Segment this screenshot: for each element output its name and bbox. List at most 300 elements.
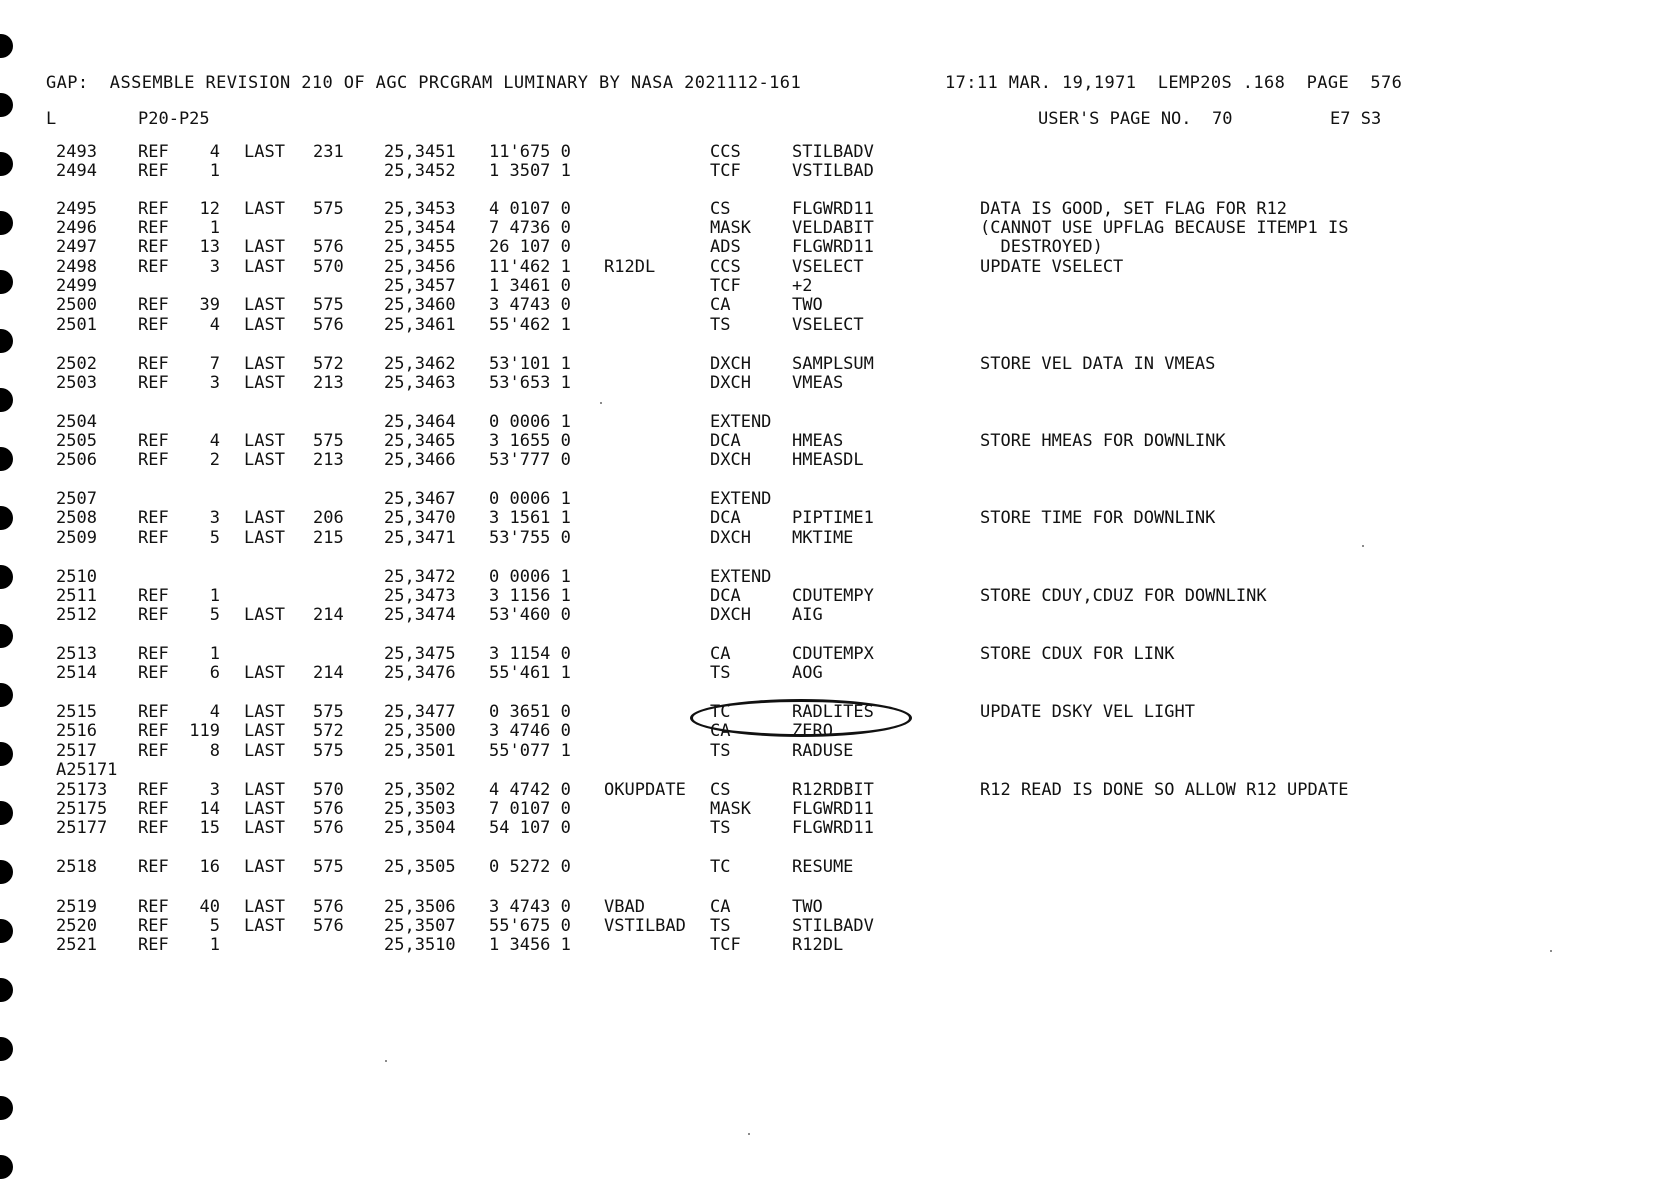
octal-code: 0 0006 1 <box>489 412 571 432</box>
ref-count: 119 <box>189 721 220 741</box>
last-page: 213 <box>313 373 344 393</box>
listing-row <box>0 219 1660 238</box>
ref-count: 4 <box>209 142 220 162</box>
listing-row <box>0 645 1660 664</box>
line-number: 2504 <box>56 412 97 432</box>
operand: FLGWRD11 <box>792 199 874 219</box>
listing-row <box>0 277 1660 296</box>
listing-row <box>0 238 1660 257</box>
octal-code: 53'460 0 <box>489 605 571 625</box>
opcode: DCA <box>710 431 741 451</box>
address: 25,3463 <box>384 373 456 393</box>
address: 25,3467 <box>384 489 456 509</box>
listing-row <box>0 858 1660 877</box>
address: 25,3457 <box>384 276 456 296</box>
opcode: CA <box>710 897 731 917</box>
ref-count: 1 <box>209 935 220 955</box>
octal-code: 3 4743 0 <box>489 897 571 917</box>
line-number: 2501 <box>56 315 97 335</box>
address: 25,3473 <box>384 586 456 606</box>
listing-row <box>0 258 1660 277</box>
line-number: 2507 <box>56 489 97 509</box>
line-number: 2512 <box>56 605 97 625</box>
listing-row <box>0 781 1660 800</box>
last-keyword: LAST <box>244 799 285 819</box>
line-number: 2499 <box>56 276 97 296</box>
operand: VSTILBAD <box>792 161 874 181</box>
last-page: 575 <box>313 702 344 722</box>
ref-keyword: REF <box>138 450 169 470</box>
octal-code: 3 4743 0 <box>489 295 571 315</box>
listing-row <box>0 509 1660 528</box>
ref-count: 3 <box>209 780 220 800</box>
comment: DATA IS GOOD, SET FLAG FOR R12 <box>980 199 1288 219</box>
line-number: 2495 <box>56 199 97 219</box>
line-number: 2509 <box>56 528 97 548</box>
user-page-number: USER'S PAGE NO. 70 <box>1038 109 1233 129</box>
opcode: DXCH <box>710 373 751 393</box>
punch-hole <box>0 34 13 58</box>
line-number: 2508 <box>56 508 97 528</box>
last-keyword: LAST <box>244 295 285 315</box>
operand: STILBADV <box>792 916 874 936</box>
last-keyword: LAST <box>244 431 285 451</box>
ref-count: 40 <box>199 897 220 917</box>
address: 25,3500 <box>384 721 456 741</box>
octal-code: 1 3456 1 <box>489 935 571 955</box>
operand: CDUTEMPX <box>792 644 874 664</box>
line-number: 2516 <box>56 721 97 741</box>
ref-keyword: REF <box>138 799 169 819</box>
line-number: 2511 <box>56 586 97 606</box>
line-number: 2519 <box>56 897 97 917</box>
comment: DESTROYED) <box>980 237 1103 257</box>
last-keyword: LAST <box>244 450 285 470</box>
line-number: 2502 <box>56 354 97 374</box>
octal-code: 0 3651 0 <box>489 702 571 722</box>
opcode: CCS <box>710 257 741 277</box>
last-page: 215 <box>313 528 344 548</box>
comment: STORE VEL DATA IN VMEAS <box>980 354 1216 374</box>
line-number: 2521 <box>56 935 97 955</box>
opcode: CS <box>710 780 731 800</box>
address: 25,3472 <box>384 567 456 587</box>
ref-count: 15 <box>199 818 220 838</box>
operand: TWO <box>792 897 823 917</box>
ref-keyword: REF <box>138 702 169 722</box>
operand: RADLITES <box>792 702 874 722</box>
last-page: 576 <box>313 916 344 936</box>
listing-row <box>0 162 1660 181</box>
opcode: TC <box>710 702 731 722</box>
ref-count: 12 <box>199 199 220 219</box>
ref-keyword: REF <box>138 295 169 315</box>
line-number: 2493 <box>56 142 97 162</box>
address: 25,3451 <box>384 142 456 162</box>
octal-code: 7 4736 0 <box>489 218 571 238</box>
last-keyword: LAST <box>244 354 285 374</box>
address: 25,3501 <box>384 741 456 761</box>
octal-code: 55'461 1 <box>489 663 571 683</box>
ref-keyword: REF <box>138 916 169 936</box>
ref-count: 3 <box>209 508 220 528</box>
operand: HMEAS <box>792 431 844 451</box>
operand: MKTIME <box>792 528 854 548</box>
last-keyword: LAST <box>244 897 285 917</box>
ref-count: 4 <box>209 315 220 335</box>
operand: RESUME <box>792 857 854 877</box>
address: 25,3466 <box>384 450 456 470</box>
ref-keyword: REF <box>138 528 169 548</box>
last-page: 576 <box>313 799 344 819</box>
ref-keyword: REF <box>138 663 169 683</box>
address: 25,3505 <box>384 857 456 877</box>
page-code: E7 S3 <box>1330 109 1382 129</box>
opcode: CA <box>710 721 731 741</box>
line-number: 2500 <box>56 295 97 315</box>
line-number: 2494 <box>56 161 97 181</box>
last-page: 575 <box>313 741 344 761</box>
opcode: MASK <box>710 799 751 819</box>
operand: FLGWRD11 <box>792 799 874 819</box>
octal-code: 7 0107 0 <box>489 799 571 819</box>
line-number: A25171 <box>56 760 118 780</box>
last-page: 576 <box>313 897 344 917</box>
opcode: MASK <box>710 218 751 238</box>
ref-keyword: REF <box>138 935 169 955</box>
last-keyword: LAST <box>244 721 285 741</box>
operand: R12DL <box>792 935 844 955</box>
comment: STORE TIME FOR DOWNLINK <box>980 508 1216 528</box>
opcode: DXCH <box>710 528 751 548</box>
comment: STORE CDUY,CDUZ FOR DOWNLINK <box>980 586 1267 606</box>
octal-code: 1 3461 0 <box>489 276 571 296</box>
opcode: DXCH <box>710 605 751 625</box>
last-keyword: LAST <box>244 605 285 625</box>
ref-count: 16 <box>199 857 220 877</box>
octal-code: 53'777 0 <box>489 450 571 470</box>
operand: AIG <box>792 605 823 625</box>
octal-code: 3 1655 0 <box>489 431 571 451</box>
line-number: 2517 <box>56 741 97 761</box>
octal-code: 53'755 0 <box>489 528 571 548</box>
last-page: 576 <box>313 818 344 838</box>
ref-keyword: REF <box>138 897 169 917</box>
operand: STILBADV <box>792 142 874 162</box>
ref-count: 4 <box>209 702 220 722</box>
last-page: 214 <box>313 605 344 625</box>
octal-code: 26 107 0 <box>489 237 571 257</box>
opcode: DXCH <box>710 450 751 470</box>
ref-keyword: REF <box>138 741 169 761</box>
comment: UPDATE VSELECT <box>980 257 1124 277</box>
operand: CDUTEMPY <box>792 586 874 606</box>
punch-hole <box>0 1037 13 1061</box>
address: 25,3476 <box>384 663 456 683</box>
address: 25,3471 <box>384 528 456 548</box>
last-keyword: LAST <box>244 315 285 335</box>
listing-row <box>0 742 1660 761</box>
opcode: TS <box>710 315 731 335</box>
octal-code: 55'675 0 <box>489 916 571 936</box>
opcode: EXTEND <box>710 412 772 432</box>
ref-count: 5 <box>209 528 220 548</box>
opcode: DXCH <box>710 354 751 374</box>
comment: UPDATE DSKY VEL LIGHT <box>980 702 1195 722</box>
octal-code: 55'462 1 <box>489 315 571 335</box>
address: 25,3470 <box>384 508 456 528</box>
octal-code: 1 3507 1 <box>489 161 571 181</box>
last-page: 575 <box>313 431 344 451</box>
address: 25,3456 <box>384 257 456 277</box>
operand: RADUSE <box>792 741 854 761</box>
ref-count: 1 <box>209 644 220 664</box>
listing-row <box>0 143 1660 162</box>
address: 25,3510 <box>384 935 456 955</box>
line-number: 2520 <box>56 916 97 936</box>
last-keyword: LAST <box>244 528 285 548</box>
line-number: 2515 <box>56 702 97 722</box>
listing-row <box>0 529 1660 548</box>
octal-code: 54 107 0 <box>489 818 571 838</box>
last-page: 575 <box>313 199 344 219</box>
address: 25,3475 <box>384 644 456 664</box>
ref-keyword: REF <box>138 431 169 451</box>
opcode: TCF <box>710 276 741 296</box>
line-number: 2503 <box>56 373 97 393</box>
opcode: TC <box>710 857 731 877</box>
line-number: 2514 <box>56 663 97 683</box>
last-page: 570 <box>313 780 344 800</box>
page-header-title: GAP: ASSEMBLE REVISION 210 OF AGC PRCGRAM LUMINARY BY NASA 2021112-161 <box>46 73 802 93</box>
listing-row <box>0 898 1660 917</box>
octal-code: 3 1154 0 <box>489 644 571 664</box>
ref-count: 5 <box>209 916 220 936</box>
last-keyword: LAST <box>244 142 285 162</box>
listing-row <box>0 606 1660 625</box>
operand: VELDABIT <box>792 218 874 238</box>
octal-code: 53'101 1 <box>489 354 571 374</box>
address: 25,3461 <box>384 315 456 335</box>
ref-keyword: REF <box>138 199 169 219</box>
octal-code: 3 1561 1 <box>489 508 571 528</box>
ref-keyword: REF <box>138 218 169 238</box>
comment: R12 READ IS DONE SO ALLOW R12 UPDATE <box>980 780 1349 800</box>
address: 25,3504 <box>384 818 456 838</box>
listing-row <box>0 451 1660 470</box>
opcode: CCS <box>710 142 741 162</box>
octal-code: 53'653 1 <box>489 373 571 393</box>
listing-row <box>0 413 1660 432</box>
last-keyword: LAST <box>244 916 285 936</box>
octal-code: 55'077 1 <box>489 741 571 761</box>
operand: PIPTIME1 <box>792 508 874 528</box>
ref-count: 1 <box>209 218 220 238</box>
listing-row <box>0 432 1660 451</box>
last-keyword: LAST <box>244 237 285 257</box>
opcode: TS <box>710 741 731 761</box>
opcode: ADS <box>710 237 741 257</box>
opcode: CA <box>710 644 731 664</box>
address: 25,3454 <box>384 218 456 238</box>
last-keyword: LAST <box>244 818 285 838</box>
paper-speck <box>385 1060 387 1062</box>
symbol-label: R12DL <box>604 257 656 277</box>
address: 25,3503 <box>384 799 456 819</box>
ref-count: 5 <box>209 605 220 625</box>
comment: (CANNOT USE UPFLAG BECAUSE ITEMP1 IS <box>980 218 1349 238</box>
ref-count: 1 <box>209 586 220 606</box>
operand: +2 <box>792 276 813 296</box>
ref-keyword: REF <box>138 237 169 257</box>
listing-row <box>0 374 1660 393</box>
address: 25,3465 <box>384 431 456 451</box>
line-number: 2510 <box>56 567 97 587</box>
address: 25,3507 <box>384 916 456 936</box>
octal-code: 11'462 1 <box>489 257 571 277</box>
opcode: CS <box>710 199 731 219</box>
last-page: 213 <box>313 450 344 470</box>
comment: STORE HMEAS FOR DOWNLINK <box>980 431 1226 451</box>
last-page: 576 <box>313 237 344 257</box>
paper-speck <box>600 402 602 404</box>
ref-keyword: REF <box>138 644 169 664</box>
octal-code: 4 0107 0 <box>489 199 571 219</box>
last-keyword: LAST <box>244 199 285 219</box>
opcode: TS <box>710 818 731 838</box>
paper-speck <box>748 1133 750 1135</box>
last-page: 572 <box>313 354 344 374</box>
ref-count: 3 <box>209 373 220 393</box>
last-keyword: LAST <box>244 741 285 761</box>
line-number: 25173 <box>56 780 108 800</box>
octal-code: 4 4742 0 <box>489 780 571 800</box>
operand: VSELECT <box>792 315 864 335</box>
octal-code: 0 5272 0 <box>489 857 571 877</box>
ref-keyword: REF <box>138 373 169 393</box>
last-page: 206 <box>313 508 344 528</box>
section-name: P20-P25 <box>138 109 210 129</box>
line-number: 25177 <box>56 818 108 838</box>
listing-row <box>0 800 1660 819</box>
line-number: 2496 <box>56 218 97 238</box>
operand: ZERO <box>792 721 833 741</box>
ref-keyword: REF <box>138 586 169 606</box>
ref-keyword: REF <box>138 605 169 625</box>
opcode: TS <box>710 916 731 936</box>
page-header-mark: L <box>46 109 57 129</box>
operand: HMEASDL <box>792 450 864 470</box>
last-keyword: LAST <box>244 508 285 528</box>
listing-row <box>0 296 1660 315</box>
operand: SAMPLSUM <box>792 354 874 374</box>
opcode: DCA <box>710 586 741 606</box>
octal-code: 0 0006 1 <box>489 567 571 587</box>
hand-drawn-circle <box>690 699 912 737</box>
listing-row <box>0 936 1660 955</box>
page-header-date: 17:11 MAR. 19,1971 LEMP20S .168 PAGE 576 <box>945 73 1403 93</box>
line-number: 2506 <box>56 450 97 470</box>
operand: VMEAS <box>792 373 844 393</box>
opcode: EXTEND <box>710 567 772 587</box>
ref-count: 6 <box>209 663 220 683</box>
paper-speck <box>1550 950 1552 952</box>
opcode: TCF <box>710 935 741 955</box>
operand: VSELECT <box>792 257 864 277</box>
address: 25,3464 <box>384 412 456 432</box>
listing-row <box>0 819 1660 838</box>
ref-count: 39 <box>199 295 220 315</box>
operand: FLGWRD11 <box>792 818 874 838</box>
ref-count: 3 <box>209 257 220 277</box>
address: 25,3477 <box>384 702 456 722</box>
listing-row <box>0 917 1660 936</box>
line-number: 2513 <box>56 644 97 664</box>
punch-hole <box>0 93 13 117</box>
comment: STORE CDUX FOR LINK <box>980 644 1175 664</box>
last-page: 570 <box>313 257 344 277</box>
ref-keyword: REF <box>138 257 169 277</box>
ref-count: 4 <box>209 431 220 451</box>
punch-hole <box>0 1155 13 1179</box>
punch-hole <box>0 1096 13 1120</box>
line-number: 2498 <box>56 257 97 277</box>
operand: FLGWRD11 <box>792 237 874 257</box>
last-keyword: LAST <box>244 663 285 683</box>
opcode: TS <box>710 663 731 683</box>
ref-count: 1 <box>209 161 220 181</box>
opcode: EXTEND <box>710 489 772 509</box>
punch-hole <box>0 978 13 1002</box>
address: 25,3474 <box>384 605 456 625</box>
octal-code: 0 0006 1 <box>489 489 571 509</box>
address: 25,3455 <box>384 237 456 257</box>
line-number: 25175 <box>56 799 108 819</box>
line-number: 2505 <box>56 431 97 451</box>
operand: TWO <box>792 295 823 315</box>
ref-count: 7 <box>209 354 220 374</box>
listing-row <box>0 355 1660 374</box>
ref-count: 14 <box>199 799 220 819</box>
octal-code: 11'675 0 <box>489 142 571 162</box>
ref-keyword: REF <box>138 142 169 162</box>
last-keyword: LAST <box>244 257 285 277</box>
address: 25,3453 <box>384 199 456 219</box>
operand: AOG <box>792 663 823 683</box>
last-keyword: LAST <box>244 857 285 877</box>
last-keyword: LAST <box>244 780 285 800</box>
ref-keyword: REF <box>138 818 169 838</box>
line-number: 2497 <box>56 237 97 257</box>
ref-keyword: REF <box>138 780 169 800</box>
ref-keyword: REF <box>138 354 169 374</box>
last-page: 575 <box>313 295 344 315</box>
ref-keyword: REF <box>138 161 169 181</box>
ref-count: 8 <box>209 741 220 761</box>
opcode: CA <box>710 295 731 315</box>
listing-row <box>0 587 1660 606</box>
listing-row <box>0 200 1660 219</box>
last-page: 231 <box>313 142 344 162</box>
octal-code: 3 1156 1 <box>489 586 571 606</box>
octal-code: 3 4746 0 <box>489 721 571 741</box>
opcode: TCF <box>710 161 741 181</box>
last-keyword: LAST <box>244 373 285 393</box>
address: 25,3460 <box>384 295 456 315</box>
address: 25,3502 <box>384 780 456 800</box>
address: 25,3452 <box>384 161 456 181</box>
last-page: 575 <box>313 857 344 877</box>
